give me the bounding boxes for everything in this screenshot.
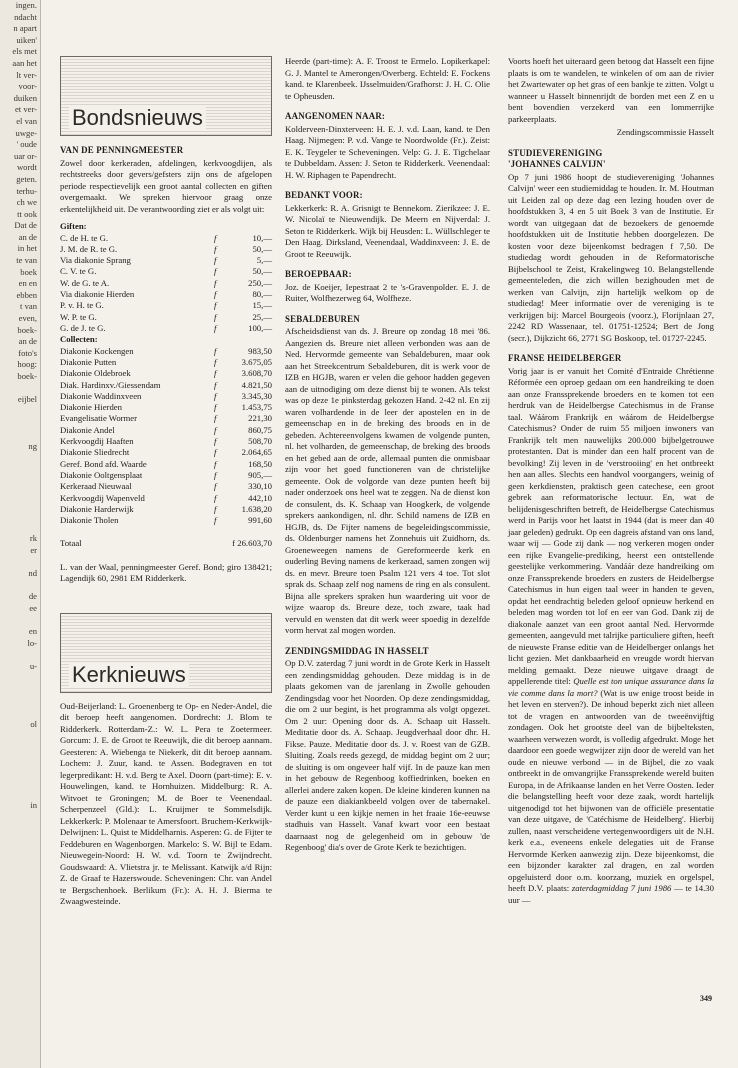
gutter-line: rk bbox=[29, 533, 37, 544]
currency-sign: f bbox=[214, 322, 217, 333]
amount: 168,50 bbox=[248, 458, 272, 469]
donor-name: Evangelisatie Wormer bbox=[60, 413, 138, 424]
column-2 bbox=[285, 56, 490, 854]
studievereniging-text: Op 7 juni 1986 hoopt de studievereniging 'Johannes Calvijn' weer een studiemiddag te houden. Ir. M. Houtman uit Leiden zal op deze dag een lezing houden over de hoofdstukken 3, 4 en 5 uit Boek 3 van de Institutie. Er wordt van uitgegaan dat de bezoekers de genoemde hoofdstukken uit de Institutie hebben doorgelezen. De kosten voor deze bijeenkomst bedragen f 7,50. De studiedag wordt gehouden in de Reformatorische Bijbelschool te Zeist, Krakelingweg 10. Belangstellende gemeenteleden, die zich willen bezighouden met de werken van Calvijn, zijn hartelijk welkom op de studiedag! Meer informatie over de vereniging is te verkrijgen bij: Marcel Bourgeois (voorz.), Florijnlaan 27, 2242 RD Wassenaar, tel. 01751-12524; Bert de Jong (secr.), Dijkzicht 66, 2771 SG Boskoop, tel. 01727-2245. bbox=[508, 171, 714, 343]
collecten-row bbox=[60, 368, 272, 379]
gutter-line: n apart bbox=[13, 23, 37, 34]
bedankt-text: Lekkerkerk: R. A. Grisnigt te Bennekom. Zierikzee: J. E. W. Nicolaï te Nieuwendijk. De Meern en Nijverdal: J. Seton te Ridderkerk. Wijk bij Heusden: L. Wüllschleger te Den Haag. Dirksland, Veenendaal, Waddinxveen: J. E. de Groot te Reeuwijk. bbox=[285, 202, 490, 259]
gutter-line bbox=[0, 510, 40, 522]
gutter-line: foto's bbox=[18, 347, 37, 358]
gutter-line bbox=[0, 522, 40, 534]
gutter-line: ingen. bbox=[15, 0, 37, 10]
penningmeester-signature: L. van der Waal, penningmeester Geref. Bond; giro 138421; Lagendijk 60, 2981 EM Ridderkerk. bbox=[60, 561, 272, 584]
donor-name: C. V. te G. bbox=[60, 266, 97, 277]
bondsnieuws-title: Bondsnieuws bbox=[69, 105, 206, 131]
page-number: 349 bbox=[700, 994, 712, 1003]
kerknieuws-title: Kerknieuws bbox=[69, 662, 189, 688]
amount: 3.608,70 bbox=[241, 368, 272, 379]
penningmeester-heading: VAN DE PENNINGMEESTER bbox=[60, 145, 184, 155]
currency-sign: f bbox=[214, 356, 217, 367]
donor-name: Diakonie Andel bbox=[60, 424, 115, 435]
donor-name: J. M. de R. te G. bbox=[60, 243, 118, 254]
donor-name: Diakonie Ooltgensplaat bbox=[60, 469, 143, 480]
gutter-line bbox=[0, 406, 40, 418]
amount: 5,— bbox=[256, 255, 272, 266]
gutter-line bbox=[0, 765, 40, 777]
donor-name: W. de G. te A. bbox=[60, 277, 110, 288]
amount: 983,50 bbox=[248, 345, 272, 356]
gutter-line: lt ver- bbox=[16, 69, 37, 80]
gutter-line: voor- bbox=[18, 81, 37, 92]
bondsnieuws-banner bbox=[60, 56, 272, 136]
gutter-line: lo- bbox=[27, 637, 37, 648]
gutter-line: ee bbox=[29, 602, 37, 613]
gutter-line: ol bbox=[30, 718, 37, 729]
gutter-line bbox=[0, 452, 40, 464]
currency-sign: f bbox=[214, 368, 217, 379]
gutter-line bbox=[0, 383, 40, 395]
beroepen-continued: Heerde (part-time): A. F. Troost te Ermelo. Lopikerkapel: G. J. Mantel te Amerongen/Overberg. Echteld: E. Fockens kand. te Klarenbeek. IJsselmuiden/Grafhorst: J. H. C. Olie te Opheusden. bbox=[285, 56, 490, 101]
franse-heidelberger-heading: FRANSE HEIDELBERGER bbox=[508, 353, 622, 363]
currency-sign: f bbox=[214, 379, 217, 390]
totaal-row bbox=[60, 526, 272, 549]
amount: 860,75 bbox=[248, 424, 272, 435]
amount: 991,60 bbox=[248, 515, 272, 526]
amount: 1.638,20 bbox=[241, 503, 272, 514]
amount: 15,— bbox=[252, 300, 272, 311]
studievereniging-subheading: 'JOHANNES CALVIJN' bbox=[508, 159, 606, 169]
collecten-row bbox=[60, 346, 272, 357]
giften-row bbox=[60, 323, 272, 334]
gutter-line: et ver- bbox=[14, 104, 37, 115]
currency-sign: f bbox=[214, 413, 217, 424]
currency-sign: f bbox=[214, 469, 217, 480]
gutter-line bbox=[0, 464, 40, 476]
fr-title-italic: Quelle est ton unique assurance dans la vie comme dans la mort? bbox=[508, 676, 714, 698]
currency-sign: f bbox=[214, 390, 217, 401]
giften-row bbox=[60, 244, 272, 255]
giften-table bbox=[60, 233, 272, 335]
amount: 80,— bbox=[252, 288, 272, 299]
collecten-table bbox=[60, 346, 272, 527]
gutter-line bbox=[0, 788, 40, 800]
gutter-line: uar or- bbox=[14, 150, 37, 161]
currency-sign: f bbox=[214, 492, 217, 503]
adjacent-page-margin bbox=[0, 0, 41, 1068]
donor-name: Kerkvoogdij Wapenveld bbox=[60, 492, 145, 503]
collecten-row bbox=[60, 515, 272, 526]
amount: 508,70 bbox=[248, 436, 272, 447]
gutter-line bbox=[0, 499, 40, 511]
sebaldeburen-heading: SEBALDEBUREN bbox=[285, 313, 360, 324]
gutter-line: ch we bbox=[16, 197, 37, 208]
column-3 bbox=[508, 56, 714, 906]
gutter-line: u- bbox=[29, 660, 37, 671]
gutter-line: ndacht bbox=[14, 11, 37, 22]
donor-name: Diakonie Sliedrecht bbox=[60, 447, 130, 458]
gutter-line bbox=[0, 672, 40, 684]
gutter-line: an de bbox=[18, 336, 37, 347]
giften-row bbox=[60, 266, 272, 277]
gutter-line bbox=[0, 429, 40, 441]
collecten-row bbox=[60, 481, 272, 492]
zending-continued: Voorts hoeft het uiteraard geen betoog dat Hasselt een fijne plaats is om te wandelen, te winkelen of om aan de rivier het Zwartewater op het gras of een bankje te zitten. Volgt u wanneer u Hasselt binnenrijdt de borden met een Z en u bent bovendien verzekerd van een lommerrijke parkeerplaats. bbox=[508, 56, 714, 124]
currency-sign: f bbox=[214, 402, 217, 413]
gutter-line: tt ook bbox=[17, 208, 37, 219]
beroepbaar-text: Joz. de Koeijer, Iepestraat 2 te 's-Gravenpolder. E. J. de Ruiter, Wolfhezerweg 64, Wolfheze. bbox=[285, 281, 490, 303]
collecten-row bbox=[60, 504, 272, 515]
collecten-row bbox=[60, 380, 272, 391]
donor-name: Diakonie Kockengen bbox=[60, 345, 134, 356]
gutter-line: terhu- bbox=[16, 185, 37, 196]
amount: 100,— bbox=[248, 322, 272, 333]
donor-name: Kerkeraad Nieuwaal bbox=[60, 481, 132, 492]
amount: 50,— bbox=[252, 243, 272, 254]
zending-signature: Zendingscommissie Hasselt bbox=[616, 127, 714, 137]
collecten-row bbox=[60, 402, 272, 413]
donor-name: Kerkvoogdij Haaften bbox=[60, 436, 134, 447]
collecten-row bbox=[60, 357, 272, 368]
aangenomen-text: Kolderveen-Dinxterveen: H. E. J. v.d. Laan, kand. te Den Haag. Nijmegen: P. v.d. Vange te Noordwolde (Fr.). Zeist: E. K. Teygeler te Scheveningen. Velp: G. J. E. Tigchelaar te Dubbeldam. Assen: J. Seton te Ridderkerk. Veenendaal: H. W. Riphagen te Papendrecht. bbox=[285, 123, 490, 180]
gutter-line bbox=[0, 649, 40, 661]
amount: 50,— bbox=[252, 266, 272, 277]
collecten-row bbox=[60, 447, 272, 458]
currency-sign: f bbox=[214, 515, 217, 526]
currency-sign: f bbox=[214, 266, 217, 277]
amount: 2.064,65 bbox=[241, 447, 272, 458]
gutter-line: nd bbox=[28, 568, 37, 579]
collecten-row bbox=[60, 391, 272, 402]
totaal-label: Totaal bbox=[60, 538, 82, 549]
gutter-line bbox=[0, 730, 40, 742]
donor-name: C. de H. te G. bbox=[60, 232, 109, 243]
bedankt-heading: BEDANKT VOOR: bbox=[285, 190, 363, 200]
donor-name: Diakonie Harderwijk bbox=[60, 503, 134, 514]
gutter-line: t van bbox=[20, 301, 37, 312]
gutter-line: Dat de bbox=[14, 220, 37, 231]
gutter-line: en bbox=[28, 626, 37, 637]
totaal-table bbox=[60, 526, 272, 549]
gutter-line: uiken' bbox=[16, 34, 37, 45]
sebaldeburen-text: Afscheidsdienst van ds. J. Breure op zondag 18 mei '86. Aangezien ds. Breure niet alleen verbonden was aan de Ned. Hervormde gemeente van Sebaldeburen, maar ook aan het Streekcentrum Sebaldeburen, dit is werk voor de IZB en HGJB, waren er velen die gehoor hadden gegeven aan de uitnodiging om deze dienst bij te wonen. Als tekst was op deze 1e pinksterdag gekozen Hand. 2-42 nl. En zij waren volhardende in de leer der apostelen en in de gemeenschap en in de breking des broods en in de gebeden. Achtereenvolgens kwamen de volgende punten, nl. het volharden, de gemeenschap, de breking des broods en het gebed aan de orde, allemaal punten die onmisbaar zijn voor het goed functioneren van de christelijke gemeente. Ook de volgorde van deze punten heeft bij nader onderzoek ons heel wat te zeggen. Na de dienst kon de consulent, ds. K. Schaap van Hoogkerk, de volgende sprekers aankondigen, nl. dhr. Schild namens de IZB en HGJB, ds. De Fijter namens de begeleidingscommissie, ds. Oldenburger namens het Zonnehuis uit Zuidhorn, ds. Groeneweegen namens de Gereformeerde kerk en ouderling Beving namens de kerkeraad, samen zongen wij ds. en mevr. Breure toen Psalm 121 vers 4 toe. Tot slot sprak ds. Schaap zelf nog namens de ring en als consulent. Bijna alle sprekers spraken hun waardering uit voor de wijze waarop ds. Breure deze, toch zware, taak had vervuld en wensten dat dit werk weer spoedig in dezelfde vorm hervat zal mogen worden. bbox=[285, 326, 490, 635]
gutter-line bbox=[0, 580, 40, 592]
collecten-row bbox=[60, 470, 272, 481]
amount: 905,— bbox=[248, 469, 272, 480]
currency-sign: f bbox=[214, 345, 217, 356]
currency-sign: f bbox=[214, 243, 217, 254]
donor-name: G. de J. te G. bbox=[60, 322, 106, 333]
gutter-line bbox=[0, 684, 40, 696]
giften-row bbox=[60, 233, 272, 244]
currency-sign: f bbox=[214, 481, 217, 492]
gutter-line: en en bbox=[18, 278, 37, 289]
gutter-line bbox=[0, 475, 40, 487]
amount: 10,— bbox=[252, 232, 272, 243]
giften-row bbox=[60, 255, 272, 266]
gutter-line: boek bbox=[20, 266, 37, 277]
gutter-line: els met bbox=[12, 46, 37, 57]
gutter-line bbox=[0, 557, 40, 569]
gutter-line: eijbel bbox=[17, 394, 37, 405]
fr-part-1: Vorig jaar is er vanuit het Comité d'Entraide Chrétienne Réformée een oproep gedaan om een handreiking te doen aan onze Franssprekende broeders en te komen tot een herdruk van de Heidelbergse Catechismus in de Franse taal. Wáárom Frankrijk en wáárom de Heidelbergse Catechismus? Onder de ruim 55 miljoen inwoners van Frankrijk telt men nauwelijks 200.000 bijbelgetrouwe protestanten. Dat is minder dan een half procent van de bevolking! Zij leven in de 'verstrooiing' en het ontbreekt hen aan alles. Slechts een handvol voorgangers, weinig of geen kerkdiensten, praktisch geen catechese, een groot gebrek aan reformatorische lectuur. En, wat de belijdenisgeschriften betreft, de Heidelbergse Catechismus werd in Parijs voor het laatst in 1944 (dat is meer dan 40 jaar geleden) gedrukt. Op een dagreis afstand van ons land, waar wij — Gode zij dank — nog verkeren mogen onder een rijke Evangelie-prediking, heerst een ontstellende geestelijke verkommering. Vandáár deze handreiking om onze Franssprekende broeders en zusters de Heidelbergse Catechismus in hun eigen taal weer in handen te geven, opdat het eendrachtig beleden geloof opnieuw herkend en beleden mag worden tot lof en eer van God. Dank zij de diakonale aanzet van een groot aantal Ned. Hervormde gemeenten, aangevuld met talrijke particuliere giften, heeft de nieuwste Franse editie van de Heidelberger onlangs het licht gezien. Met dankbaarheid en vreugde wordt hiervan melding gemaakt. Deze nieuwe uitgave draagt de appellerende titel: bbox=[508, 365, 714, 686]
collecten-row bbox=[60, 413, 272, 424]
gutter-line: geten. bbox=[16, 173, 37, 184]
currency-sign: f bbox=[214, 277, 217, 288]
gutter-line bbox=[0, 417, 40, 429]
collecten-row bbox=[60, 425, 272, 436]
collecten-row bbox=[60, 459, 272, 470]
gutter-line: boek- bbox=[17, 371, 37, 381]
gutter-line: hoog: bbox=[17, 359, 37, 370]
currency-sign: f bbox=[214, 503, 217, 514]
collecten-row bbox=[60, 493, 272, 504]
zendingsmiddag-text: Op D.V. zaterdag 7 juni wordt in de Grote Kerk in Hasselt een zendingsmiddag gehouden. Deze middag is in de plaats gekomen van de jarenlang in Zwolle gehouden Zendingsdag voor het Noorden. Op deze zendingsmiddag, die om 2 uur begint, is het programma als volgt opgezet. Om 2 uur: Opening door ds. A. Schaap uit Hasselt. Meditatie door ds. A. Schaap. Jeugdverhaal door dhr. H. Fikse. Pauze. Meditatie door ds. J. v. Roest van de GZB. Sluiting. Zoals reeds gezegd, de middag begint om 2 uur; de sluiting is om ongeveer half vijf. In de pauze kan men in het gebouw de Regenboog koffiedrinken, boeken en allerlei andere zaken kopen. De kleine kinderen kunnen na de pauze een diakiankbeeld volgen over de tabernakel. Verder kunt u een kijkje nemen in het fraaie 16e-eeuwse stadhuis van Hasselt. Vanaf kwart voor een bestaat daarnaast nog de gelegenheid om in gebouw 'de Regenboog' dia's over de Grote Kerk te bezichtigen. bbox=[285, 658, 490, 852]
studievereniging-heading: STUDIEVERENIGING bbox=[508, 147, 603, 158]
amount: 221,30 bbox=[248, 413, 272, 424]
fr-date-italic: zaterdagmiddag 7 juni 1986 bbox=[571, 883, 672, 893]
franse-heidelberger-text bbox=[508, 366, 714, 907]
gutter-line: duiken bbox=[13, 92, 37, 103]
gutter-line: er bbox=[30, 544, 37, 555]
gutter-line bbox=[0, 742, 40, 754]
kerknieuws-banner bbox=[60, 613, 272, 693]
currency-sign: f bbox=[214, 424, 217, 435]
currency-sign: f bbox=[214, 447, 217, 458]
donor-name: Geref. Bond afd. Waarde bbox=[60, 458, 147, 469]
beroepbaar-heading: BEROEPBAAR: bbox=[285, 269, 352, 279]
currency-sign: f bbox=[214, 436, 217, 447]
gutter-line: in bbox=[30, 799, 37, 810]
zendingsmiddag-heading: ZENDINGSMIDDAG IN HASSELT bbox=[285, 645, 429, 656]
amount: 250,— bbox=[248, 277, 272, 288]
gutter-line bbox=[0, 707, 40, 719]
giften-row bbox=[60, 289, 272, 300]
amount: 4.821,50 bbox=[241, 379, 272, 390]
gutter-line bbox=[0, 754, 40, 766]
donor-name: Diakonie Putten bbox=[60, 356, 117, 367]
gutter-line: uwge- bbox=[15, 127, 37, 138]
amount: 3.345,30 bbox=[241, 390, 272, 401]
donor-name: Diakonie Hierden bbox=[60, 402, 122, 413]
giften-row bbox=[60, 312, 272, 323]
amount: 442,10 bbox=[248, 492, 272, 503]
fr-part-3: — te 14.30 uur — bbox=[508, 883, 714, 905]
currency-sign: f bbox=[214, 232, 217, 243]
gutter-line bbox=[0, 614, 40, 626]
donor-name: Diak. Hardinxv./Giessendam bbox=[60, 379, 161, 390]
gutter-line: in het bbox=[17, 243, 37, 254]
gutter-line bbox=[0, 696, 40, 708]
currency-sign: f bbox=[214, 288, 217, 299]
gutter-line: te van bbox=[16, 255, 37, 266]
gutter-line: even, bbox=[18, 313, 37, 324]
currency-sign: f bbox=[214, 311, 217, 322]
donor-name: Via diakonie Hierden bbox=[60, 288, 135, 299]
gutter-line: de bbox=[28, 591, 37, 602]
column-1 bbox=[60, 56, 272, 908]
giften-row bbox=[60, 278, 272, 289]
totaal-amount: f 26.603,70 bbox=[232, 538, 272, 549]
gutter-line: boek- bbox=[17, 324, 37, 335]
amount: 330,10 bbox=[248, 481, 272, 492]
gutter-line bbox=[0, 777, 40, 789]
currency-sign: f bbox=[214, 300, 217, 311]
donor-name: Diakonie Waddinxveen bbox=[60, 390, 142, 401]
gutter-line: wordt bbox=[16, 162, 37, 173]
gutter-line bbox=[0, 487, 40, 499]
fr-part-2: (Wat is uw enige troost beide in het leven en sterven?). De inhoud beperkt zich niet alleen tot de vragen en antwoorden van de tweeënvijftig zondagen. Ook het grootste deel van de bijbelteksten, waarheen verwezen wordt, is volledig afgedrukt. Moge het daardoor een goede wegwijzer zijn door de wereld van het oude en nieuwe verbond — in de Bijbel, die zo vaak ontbreekt in de omvangrijke Franssprekende wereld buiten Europa, in de Afrikaanse landen en het Verre Oosten. Ieder die belangstelling heeft voor deze zaak, wordt hartelijk uitgenodigd tot het bijwonen van de officiële presentatie van deze uitgave, de 'Catéchisme de Heidelberg'. Hierbij zullen, naast verscheidene vertegenwoordigers uit de N.H. kerk e.a., eveneens enkele delegaties uit de Franse Hervormde Kerken aanwezig zijn. Deze bijeenkomst, die een bijzonder karakter zal dragen, en zal worden opgeluisterd door o.m. koorzang, muziek en orgelspel, heeft D.V. plaats: bbox=[508, 687, 715, 893]
donor-name: Via diakonie Sprang bbox=[60, 255, 131, 266]
giften-row bbox=[60, 300, 272, 311]
donor-name: P. v. H. te G. bbox=[60, 300, 104, 311]
amount: 3.675,05 bbox=[241, 356, 272, 367]
donor-name: W. P. te G. bbox=[60, 311, 97, 322]
gutter-line: aan het bbox=[12, 57, 37, 68]
gutter-line: el van bbox=[16, 115, 37, 126]
gutter-line: ' oude bbox=[16, 139, 37, 150]
kerknieuws-text: Oud-Beijerland: L. Groenenberg te Op- en Neder-Andel, die dit beroep heeft aangenomen. Dordrecht: J. Blom te Ridderkerk. Rotterdam-Z.: W. L. Pera te Zoetermeer. Gorcum: J. E. de Groot te Reeuwijk, die dit beroep aannam. Geesteren: A. Wiebenga te Niekerk, dit dit beroep aannam. Lochem: J. Zuur, kand. te Assen. Bodegraven en tot legerpredikant: H. v.d. Berg te Axel. Doorn (part-time): E. v. Houwelingen, kand. te Hornhuizen. Middelburg: R. A. Witvoet te Groningen; M. de Boer te Veenendaal. Scherpenzeel (Gld.): L. Kruijmer te Sommelsdijk. Lekkerkerk: P. Molenaar te Amersfoort. Bruchem-Kerkwijk-Delwijnen: L. Quist te Middelharnis. Asperen: G. de Fijter te Feddeburen en Wagenborgen. Markelo: S. W. Bijl te Edam. Nieuwegein-Noord: H. W. v.d. Toorn te Zwijndrecht. Goudswaard: A. Vlietstra jr. te Melissant. Katwijk a/d Rijn: Z. de Graaf te Hazerswoude. Scheveningen: Chr. van Andel te Bergschenhoek. Berlikum (Fr.): A. H. J. Bierma te Zwaagwesteinde. bbox=[60, 700, 272, 907]
amount: 25,— bbox=[252, 311, 272, 322]
collecten-label: Collecten: bbox=[60, 334, 98, 345]
amount: 1.453,75 bbox=[241, 402, 272, 413]
currency-sign: f bbox=[214, 458, 217, 469]
donor-name: Diakonie Tholen bbox=[60, 515, 119, 526]
donor-name: Diakonie Oldebroek bbox=[60, 368, 131, 379]
penningmeester-intro: Zowel door kerkeraden, afdelingen, kerkvoogdijen, als rechtstreeks door gevers/gefsters zijn ons de afgelopen periode respectievelijk een groot aantal collecten en giften overgemaakt. We spreken hiervoor graag onze erkentelijkheid uit. De verantwoording ziet er als volgt uit: bbox=[60, 157, 272, 214]
currency-sign: f bbox=[214, 255, 217, 266]
giften-label: Giften: bbox=[60, 221, 87, 231]
collecten-row bbox=[60, 436, 272, 447]
gutter-line: an de bbox=[18, 231, 37, 242]
gutter-line: ng bbox=[28, 440, 37, 451]
aangenomen-heading: AANGENOMEN NAAR: bbox=[285, 111, 386, 121]
gutter-line: ebben bbox=[16, 289, 37, 300]
